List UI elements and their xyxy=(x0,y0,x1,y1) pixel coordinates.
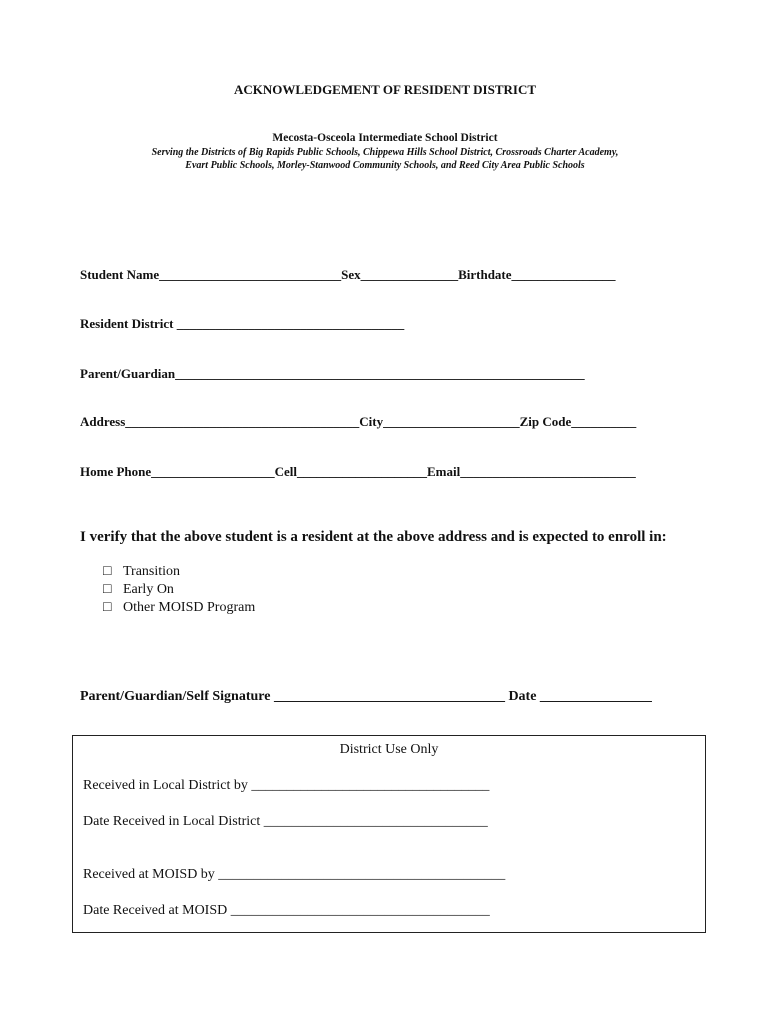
verification-statement: I verify that the above student is a resident at the above address and is expected to enroll in: xyxy=(80,529,667,545)
received-local-district-field[interactable]: Received in Local District by __________________________________ xyxy=(83,778,490,793)
signature-date-row[interactable]: Parent/Guardian/Self Signature _________________________________ Date ________________ xyxy=(80,689,652,704)
option-transition[interactable] xyxy=(103,564,180,580)
organization-name: Mecosta-Osceola Intermediate School District xyxy=(272,132,498,144)
option-early-on[interactable] xyxy=(103,582,174,598)
resident-district-field[interactable]: Resident District ___________________________________ xyxy=(80,316,405,331)
district-use-title: District Use Only xyxy=(339,742,439,757)
option-label: Transition xyxy=(123,564,181,579)
parent-guardian-field[interactable]: Parent/Guardian_______________________________________________________________ xyxy=(80,366,585,381)
option-label: Early On xyxy=(123,582,174,597)
form-title: ACKNOWLEDGEMENT OF RESIDENT DISTRICT xyxy=(233,82,537,97)
date-received-local-district-field[interactable]: Date Received in Local District ________________________________ xyxy=(83,814,488,829)
contact-row[interactable]: Home Phone___________________Cell____________________Email___________________________ xyxy=(80,464,636,479)
option-label: Other MOISD Program xyxy=(123,600,256,615)
received-moisd-field[interactable]: Received at MOISD by _________________________________________ xyxy=(83,867,506,882)
date-received-moisd-field[interactable]: Date Received at MOISD _____________________________________ xyxy=(83,903,490,918)
district-use-only-box xyxy=(72,735,706,933)
option-other-moisd-program[interactable] xyxy=(103,600,255,616)
checkbox-icon[interactable]: □ xyxy=(103,582,112,597)
address-row[interactable]: Address____________________________________City_____________________Zip Code__________ xyxy=(80,414,637,429)
student-info-row[interactable]: Student Name____________________________Sex_______________Birthdate________________ xyxy=(80,267,616,282)
serving-districts-line-1: Serving the Districts of Big Rapids Public Schools, Chippewa Hills School District, Crossroads Charter Academy, xyxy=(151,147,619,158)
checkbox-icon[interactable]: □ xyxy=(103,564,112,579)
serving-districts-line-2: Evart Public Schools, Morley-Stanwood Community Schools, and Reed City Area Public Schools xyxy=(185,160,585,171)
checkbox-icon[interactable]: □ xyxy=(103,600,112,615)
